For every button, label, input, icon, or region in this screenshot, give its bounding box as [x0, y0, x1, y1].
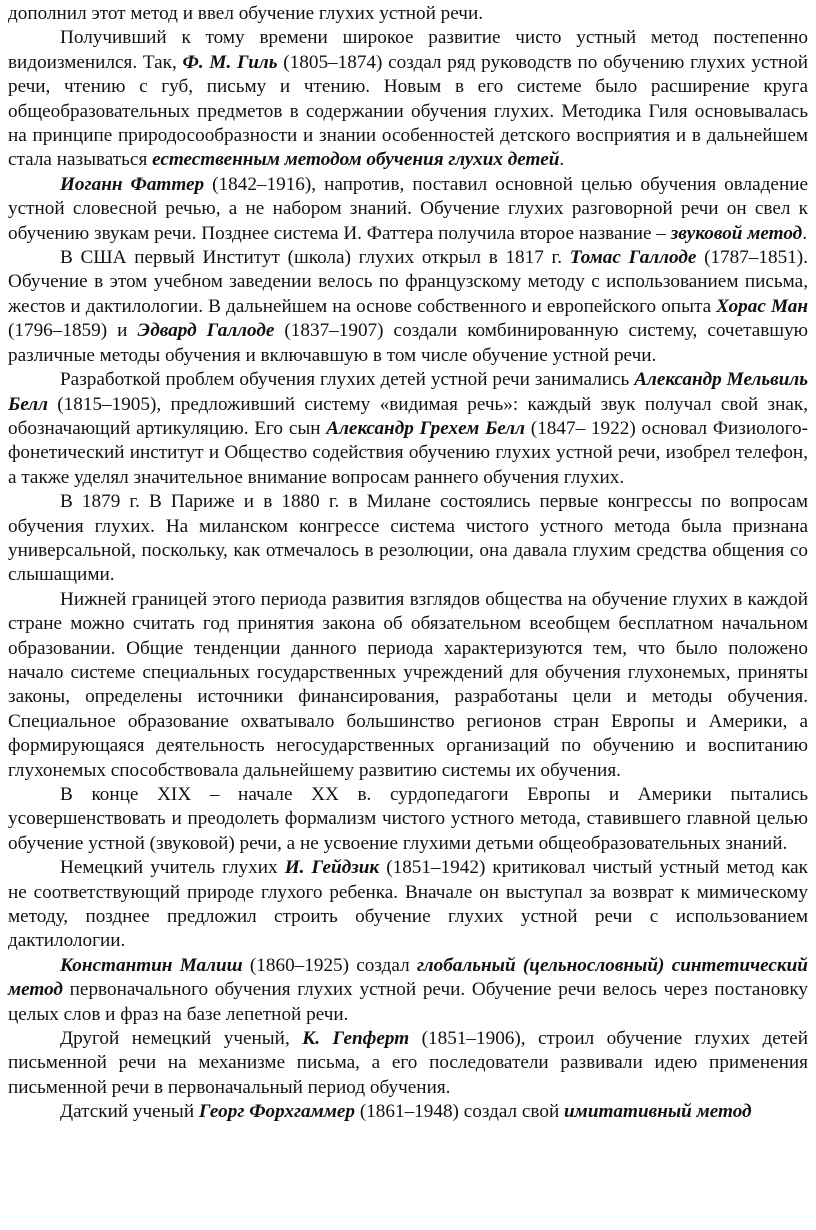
text-run: дополнил этот метод и ввел обучение глухих устной речи.	[8, 3, 484, 24]
paragraph	[8, 490, 808, 588]
paragraph	[8, 588, 808, 783]
emphasized-name: Константин Малиш	[60, 954, 243, 976]
emphasized-term: звуковой метод	[670, 222, 803, 244]
paragraph	[8, 856, 808, 954]
text-run: (1837–1907) создали комбинированную систему, сочетавшую различные методы обучения и включавшую в том числе обучение устной речи.	[8, 320, 808, 366]
text-run: (1842–1916), напротив, поставил основной целью обучения овладение устной словесной речью, а не набором знаний. Обучение глухих разговорной речи он свел к обучению звукам речи. Позднее система И. Фаттера получила второе название –	[8, 173, 808, 244]
emphasized-name: Александр Грехем Белл	[326, 417, 526, 439]
text-run: В конце XIX – начале XX в. сурдопедагоги Европы и Америки пытались усовершенствовать и преодолеть формализм чистого устного метода, ставившего главной целью обучение устной (звуковой) речи, а не усвоение глухими детьми общеобразовательных знаний.	[8, 784, 808, 854]
emphasized-name: Георг Форхгаммер	[198, 1101, 356, 1123]
paragraph	[8, 1027, 808, 1100]
text-run: Разработкой проблем обучения глухих детей устной речи занимались	[60, 369, 635, 391]
paragraph	[8, 954, 808, 1027]
text-run: (1805–1874) создал ряд руководств по обучению глухих устной речи, чтению с губ, письму и чтению. Новым в его системе было расширение круга общеобразовательных предметов в содержании обучения глухих. Методика Гиля основывалась на принципе природосообразности и знании особенностей детского восприятия и в дальнейшем стала называться	[8, 51, 809, 171]
paragraph	[8, 2, 808, 26]
text-run: В 1879 г. В Париже и в 1880 г. в Милане состоялись первые конгрессы по вопросам обучения глухих. На миланском конгрессе система чистого устного метода была признана универсальной, поскольку, как отмечалось в резолюции, она давала глухим средства общения со слышащими.	[8, 491, 808, 586]
text-run: Другой немецкий ученый,	[60, 1028, 303, 1050]
emphasized-name: Эдвард Галлоде	[137, 320, 275, 342]
paragraph	[8, 26, 808, 172]
text-run: (1847– 1922) основал Физиолого-фонетический институт и Общество содействия обучению глухих устной речи, изобрел телефон, а также уделял значительное внимание вопросам раннего обучения глухих.	[8, 417, 808, 488]
paragraph	[8, 173, 808, 246]
emphasized-name: Иоганн Фаттер	[60, 173, 205, 195]
emphasized-name: К. Гепферт	[302, 1028, 410, 1050]
text-run: В США первый Институт (школа) глухих открыл в 1817 г.	[60, 247, 570, 269]
emphasized-name: Хорас Ман	[716, 295, 808, 317]
emphasized-name: И. Гейдзик	[284, 857, 380, 879]
paragraph	[8, 1100, 808, 1124]
text-run: первоначального обучения глухих устной речи. Обучение речи велось через постановку целых слов и фраз на базе лепетной речи.	[8, 979, 808, 1025]
emphasized-term: глобальный (цельнословный) синтетический метод	[8, 954, 808, 1001]
text-run: (1815–1905), предложивший систему «видимая речь»: каждый звук получал свой знак, обозначающий артикуляцию. Его сын	[8, 393, 808, 439]
paragraph	[8, 246, 808, 368]
text-run: (1787–1851). Обучение в этом учебном заведении велось по французскому методу с использованием письма, жестов и дактилологии. В дальнейшем на основе собственного и европейского опыта	[8, 247, 808, 317]
text-run: Немецкий учитель глухих	[60, 857, 285, 879]
text-run: (1851–1942) критиковал чистый устный метод как не соответствующий природе глухого ребенка. Вначале он выступал за возврат к мимическому методу, позднее предложил строить обучение глухих устной речи с использованием дактилологии.	[8, 857, 809, 952]
text-run: (1861–1948) создал свой	[355, 1101, 565, 1123]
emphasized-name: Александр Мельвиль Белл	[8, 369, 808, 415]
text-run: Нижней границей этого периода развития взглядов общества на обучение глухих в каждой стране можно считать год принятия закона об обязательном всеобщем бесплатном начальном образовании. Общие тенденции данного периода характеризуются тем, что было положено начало системе специальных государственных учреждений для обучения глухонемых, приняты законы, определены источники финансирования, разработаны цели и методы обучения. Специальное образование охватывало большинство регионов стран Европы и Америки, а формирующаяся деятельность негосударственных организаций по обучению и воспитанию глухонемых способствовала дальнейшему развитию системы их обучения.	[8, 588, 808, 781]
text-run: (1860–1925) создал	[242, 954, 417, 976]
paragraph	[8, 783, 808, 856]
text-run: Датский ученый	[60, 1101, 199, 1123]
emphasized-term: естественным методом обучения глухих детей	[152, 149, 560, 171]
text-run: (1796–1859) и	[8, 320, 138, 342]
emphasized-term: имитативный метод	[564, 1101, 752, 1123]
emphasized-name: Томас Галлоде	[569, 247, 697, 269]
text-run: .	[559, 149, 565, 171]
text-run: Получивший к тому времени широкое развитие чисто устный метод постепенно видоизменился. Так,	[8, 27, 808, 73]
emphasized-name: Ф. М. Гиль	[182, 51, 278, 73]
text-run: .	[802, 222, 807, 244]
paragraph	[8, 368, 808, 490]
text-run: (1851–1906), строил обучение глухих детей письменной речи на механизме письма, а его последователи развивали идею применения письменной речи в первоначальный период обучения.	[8, 1028, 808, 1098]
